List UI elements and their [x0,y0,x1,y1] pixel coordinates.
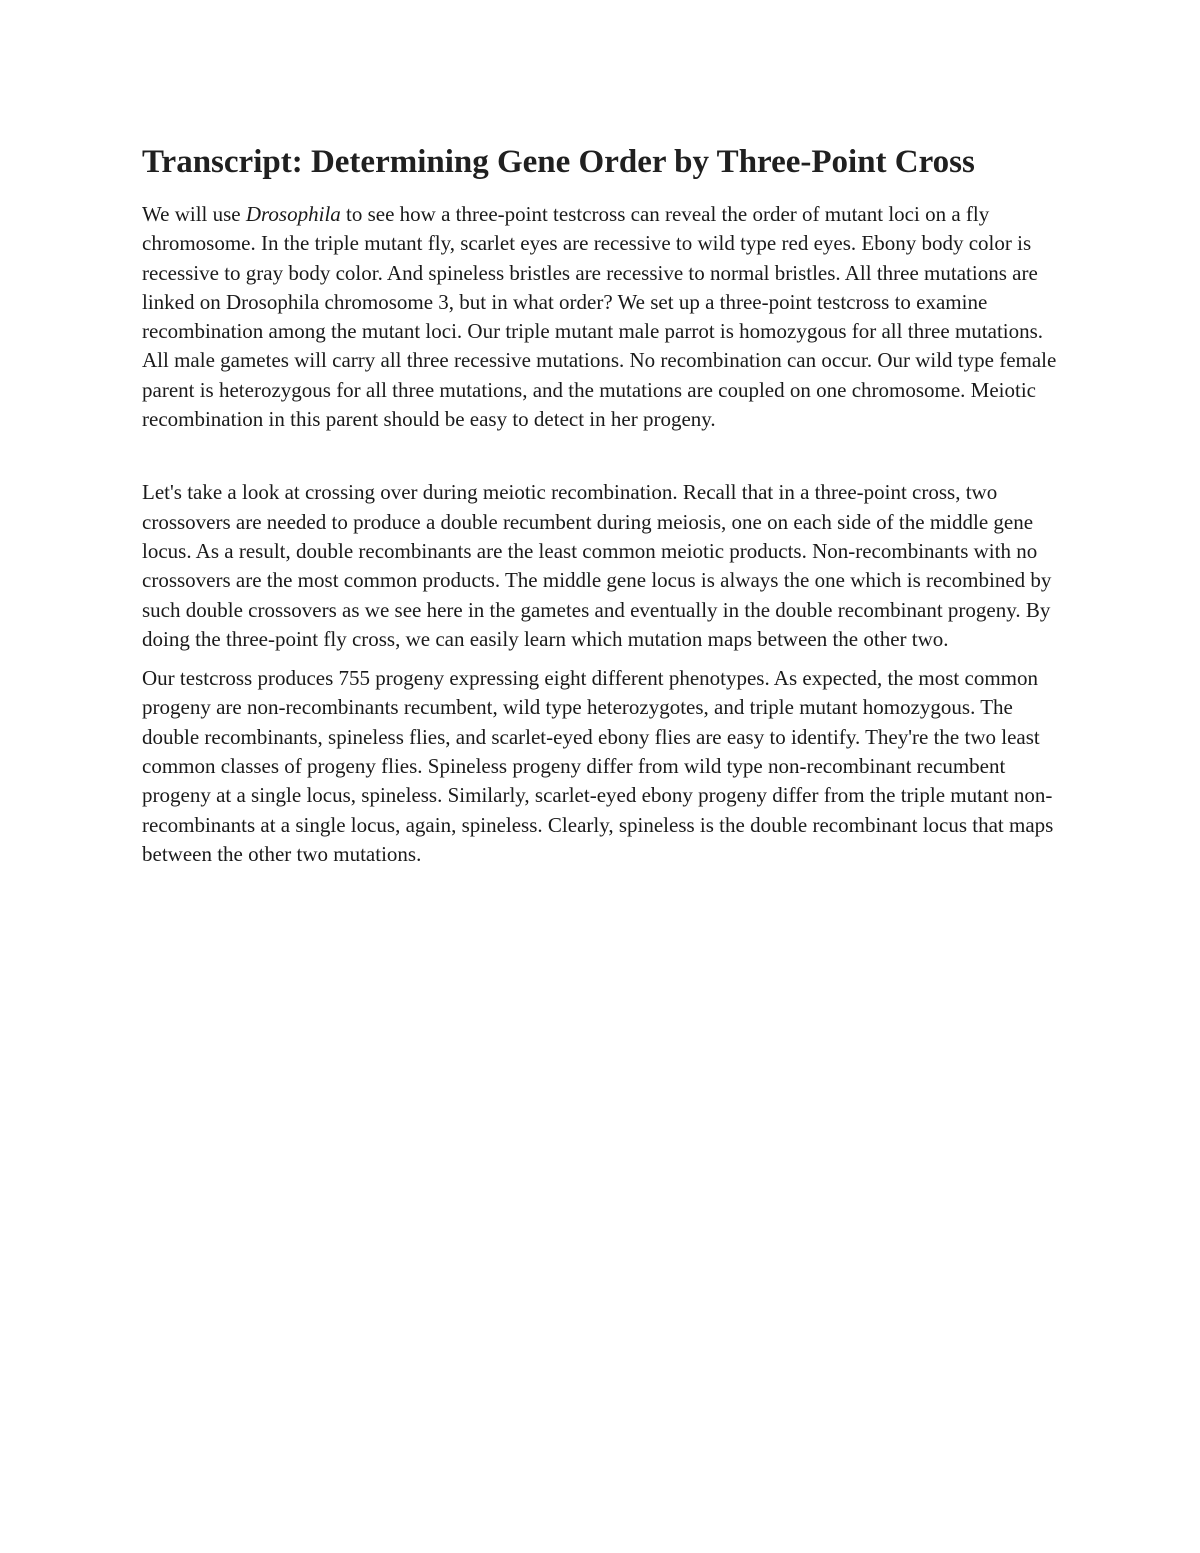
species-name: Drosophila [245,202,341,226]
document-title: Transcript: Determining Gene Order by Three-Point Cross [142,144,975,180]
paragraph-1-intro: We will use [142,202,246,226]
paragraph-3: Our testcross produces 755 progeny expressing eight different phenotypes. As expected, the most common progeny are non-recombinants recumbent, wild type heterozygotes, and triple mutant homozygous. The double recombinants, spineless flies, and scarlet-eyed ebony flies are easy to identify. They're the two least common classes of progeny flies. Spineless progeny differ from wild type non-recombinant recumbent progeny at a single locus, spineless. Similarly, scarlet-eyed ebony progeny differ from the triple mutant non-recombinants at a single locus, again, spineless. Clearly, spineless is the double recombinant locus that maps between the other two mutations. [142,666,1054,866]
paragraph-2: Let's take a look at crossing over during meiotic recombination. Recall that in a three-point cross, two crossovers are needed to produce a double recumbent during meiosis, one on each side of the middle gene locus. As a result, double recombinants are the least common meiotic products. Non-recombinants with no crossovers are the most common products. The middle gene locus is always the one which is recombined by such double crossovers as we see here in the gametes and eventually in the double recombinant progeny. By doing the three-point fly cross, we can easily learn which mutation maps between the other two. [142,480,1052,651]
paragraph-1-body: to see how a three-point testcross can reveal the order of mutant loci on a fly chromosome. In the triple mutant fly, scarlet eyes are recessive to wild type red eyes. Ebony body color is recessive to gray body color. And spineless bristles are recessive to normal bristles. All three mutations are linked on Drosophila chromosome 3, but in what order? We set up a three-point testcross to examine recombination among the mutant loci. Our triple mutant male parrot is homozygous for all three mutations. All male gametes will carry all three recessive mutations. No recombination can occur. Our wild type female parent is heterozygous for all three mutations, and the mutations are coupled on one chromosome. Meiotic recombination in this parent should be easy to detect in her progeny. [142,202,1057,432]
paragraph-1 [142,200,1067,434]
document-page [142,138,1067,869]
